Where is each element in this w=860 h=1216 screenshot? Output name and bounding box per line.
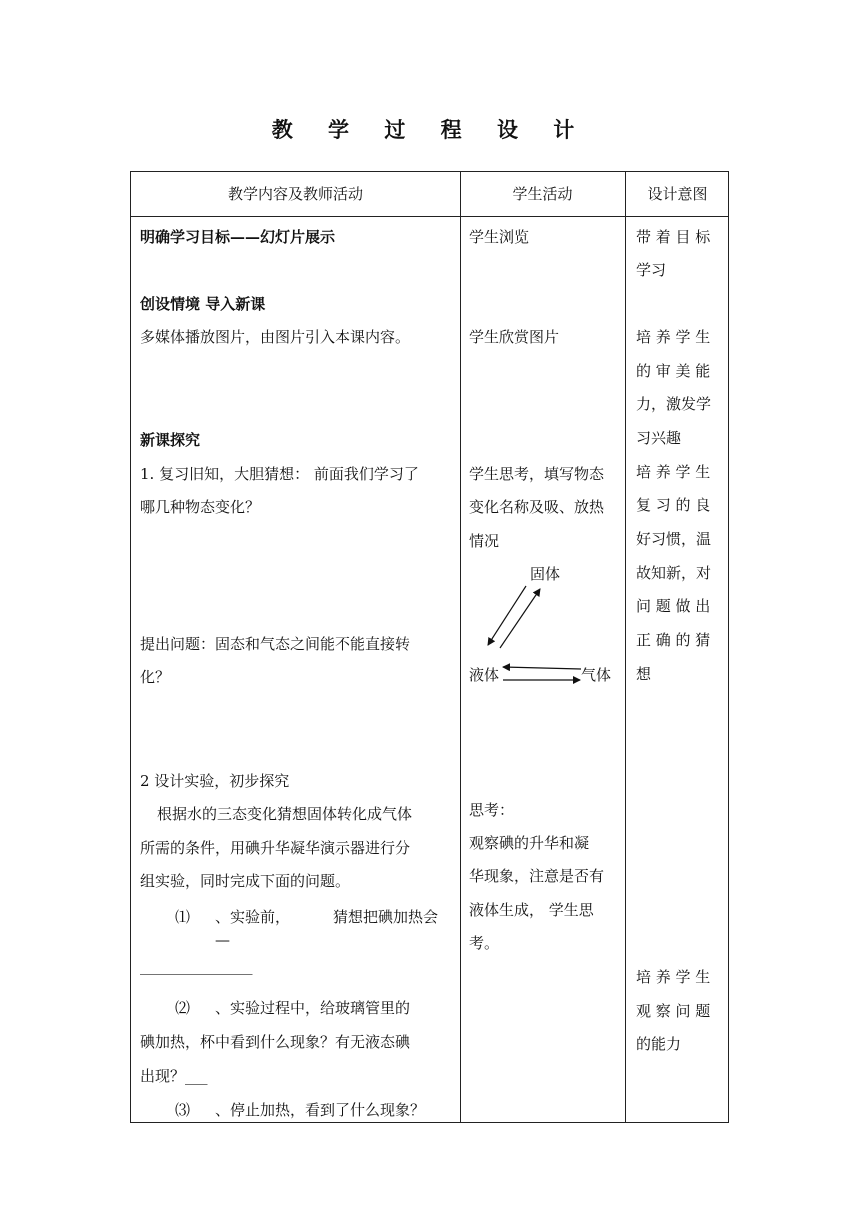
step2-paragraph-line3: 组实验，同时完成下面的问题。: [140, 872, 351, 890]
step2-paragraph-line2: 所需的条件，用碘升华凝华演示器进行分: [140, 839, 411, 857]
intent-aesthetic-line3: 力，激发学: [636, 395, 712, 413]
question1-text-a: 、实验前，: [215, 908, 291, 926]
question-line1: 提出问题：固态和气态之间能不能直接转: [140, 635, 411, 653]
intent-review-line5: 问 题 做 出: [636, 597, 711, 615]
student-think-line3: 情况: [469, 532, 500, 550]
arrow-solid-to-liquid: [488, 586, 526, 645]
intent-observe-line3: 的能力: [636, 1035, 682, 1053]
intent-aesthetic-line4: 习兴趣: [636, 429, 682, 447]
question3-line1: 、停止加热，看到了什么现象？: [215, 1101, 426, 1119]
header-teacher-activity: 教学内容及教师活动: [227, 185, 363, 203]
intent-observe-line1: 培 养 学 生: [636, 968, 711, 986]
step1-line2: 哪几种物态变化？: [140, 498, 261, 516]
student-observe-line2: 华现象，注意是否有: [469, 867, 605, 885]
arrow-liquid-to-solid: [500, 589, 540, 648]
question1-text-b: 猜想把碘加热会: [333, 908, 439, 926]
question2-line2: 碘加热，杯中看到什么现象？有无液态碘: [140, 1033, 411, 1051]
question3-number: ⑶: [175, 1101, 191, 1119]
intent-review-line3: 好习惯，温: [636, 530, 712, 548]
diagram-label-solid: 固体: [530, 565, 561, 583]
student-observe-line3: 液体生成， 学生思: [469, 901, 594, 919]
intent-observe-line2: 观 察 问 题: [636, 1002, 711, 1020]
student-think-line2: 变化名称及吸、放热: [469, 498, 605, 516]
intent-goal-line1: 带 着 目 标: [636, 228, 711, 246]
intent-review-line6: 正 确 的 猜: [636, 631, 711, 649]
question2-line1: 、实验过程中，给玻璃管里的: [215, 999, 411, 1017]
student-browse: 学生浏览: [469, 228, 530, 246]
goal-heading: 明确学习目标——幻灯片展示: [140, 228, 336, 246]
question1-blank-line: _______________: [140, 957, 253, 975]
intent-aesthetic-line2: 的 审 美 能: [636, 362, 711, 380]
explore-heading: 新课探究: [140, 431, 201, 449]
intent-review-line1: 培 养 学 生: [636, 463, 711, 481]
student-appreciate: 学生欣赏图片: [469, 328, 560, 346]
intro-heading: 创设情境 导入新课: [140, 295, 266, 313]
intent-goal-line2: 学习: [636, 261, 667, 279]
question-line2: 化？: [140, 668, 171, 686]
header-design-intent: 设计意图: [647, 185, 708, 203]
intent-aesthetic-line1: 培 养 学 生: [636, 328, 711, 346]
student-observe-line4: 考。: [469, 934, 500, 952]
page-title: 教 学 过 程 设 计: [271, 117, 589, 142]
header-student-activity: 学生活动: [512, 185, 573, 203]
step2-heading: 2 设计实验，初步探究: [140, 772, 290, 790]
intro-text: 多媒体播放图片，由图片引入本课内容。: [140, 328, 411, 346]
intent-review-line7: 想: [636, 665, 652, 683]
intent-review-line2: 复 习 的 良: [636, 496, 711, 514]
diagram-label-gas: 气体: [581, 666, 612, 684]
student-observe-line1: 观察碘的升华和凝: [469, 834, 590, 852]
diagram-label-liquid: 液体: [469, 666, 500, 684]
step1-line1: 1. 复习旧知，大胆猜想： 前面我们学习了: [140, 465, 419, 483]
intent-review-line4: 故知新，对: [636, 564, 712, 582]
arrow-gas-to-liquid: [503, 667, 581, 669]
student-think2-label: 思考：: [469, 801, 515, 819]
question1-number: ⑴: [175, 908, 191, 926]
student-think-line1: 学生思考，填写物态: [469, 465, 605, 483]
question2-line3: 出现？___: [140, 1067, 208, 1085]
question1-blank-short: —: [215, 931, 230, 949]
lesson-design-table: [130, 171, 729, 1123]
question2-number: ⑵: [175, 999, 191, 1017]
step2-paragraph-line1: 根据水的三态变化猜想固体转化成气体: [157, 805, 413, 823]
